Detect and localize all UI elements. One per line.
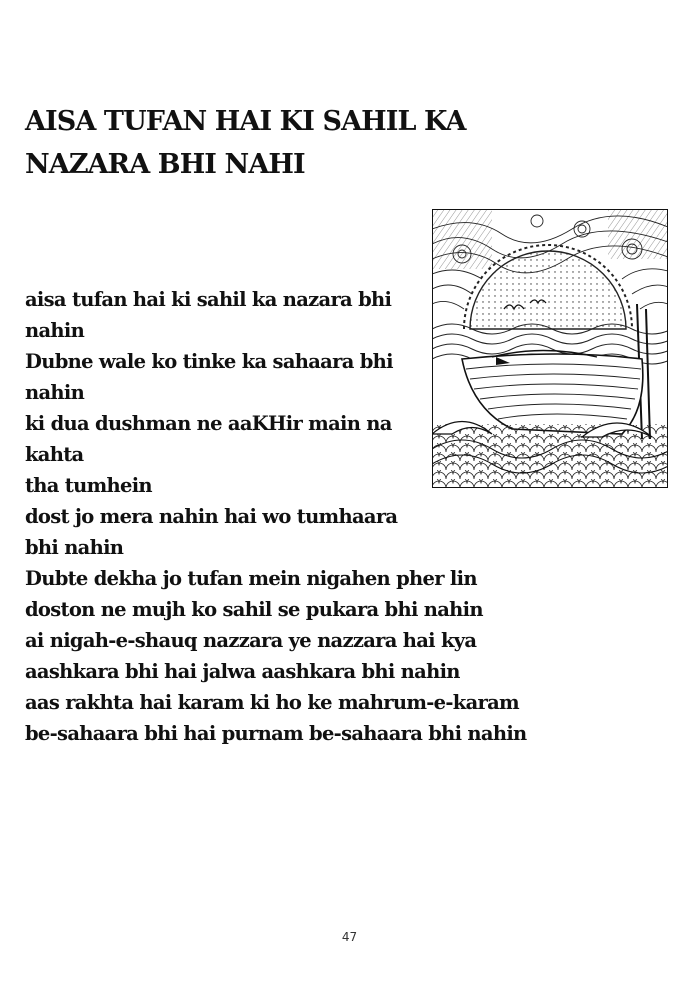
poem-line: ai nigah-e-shauq nazzara ye nazzara hai kya	[25, 629, 477, 652]
poem-line: ki dua dushman ne aaKHir main na	[25, 412, 392, 435]
poem-line: Dubne wale ko tinke ka sahaara bhi	[25, 350, 393, 373]
poem-line: Dubte dekha jo tufan mein nigahen pher lin	[25, 567, 477, 590]
poem-line: doston ne mujh ko sahil se pukara bhi nahin	[25, 598, 483, 621]
page-number: 47	[341, 930, 358, 944]
poem-line: dost jo mera nahin hai wo tumhaara	[25, 505, 398, 528]
poem-line: nahin	[25, 381, 85, 404]
poem-line: aisa tufan hai ki sahil ka nazara bhi	[25, 288, 392, 311]
poem-body	[25, 284, 665, 749]
poem-line: aashkara bhi hai jalwa aashkara bhi nahin	[25, 660, 460, 683]
poem-line: nahin	[25, 319, 85, 342]
title-line-2: NAZARA BHI NAHI	[25, 149, 305, 180]
poem-line: be-sahaara bhi hai purnam be-sahaara bhi nahin	[25, 722, 527, 745]
poem-line: tha tumhein	[25, 474, 152, 497]
poem-line: aas rakhta hai karam ki ho ke mahrum-e-karam	[25, 691, 519, 714]
poem-line: kahta	[25, 443, 84, 466]
poem-line: bhi nahin	[25, 536, 124, 559]
title-line-1: AISA TUFAN HAI KI SAHIL KA	[25, 106, 466, 137]
page-title	[25, 100, 645, 186]
